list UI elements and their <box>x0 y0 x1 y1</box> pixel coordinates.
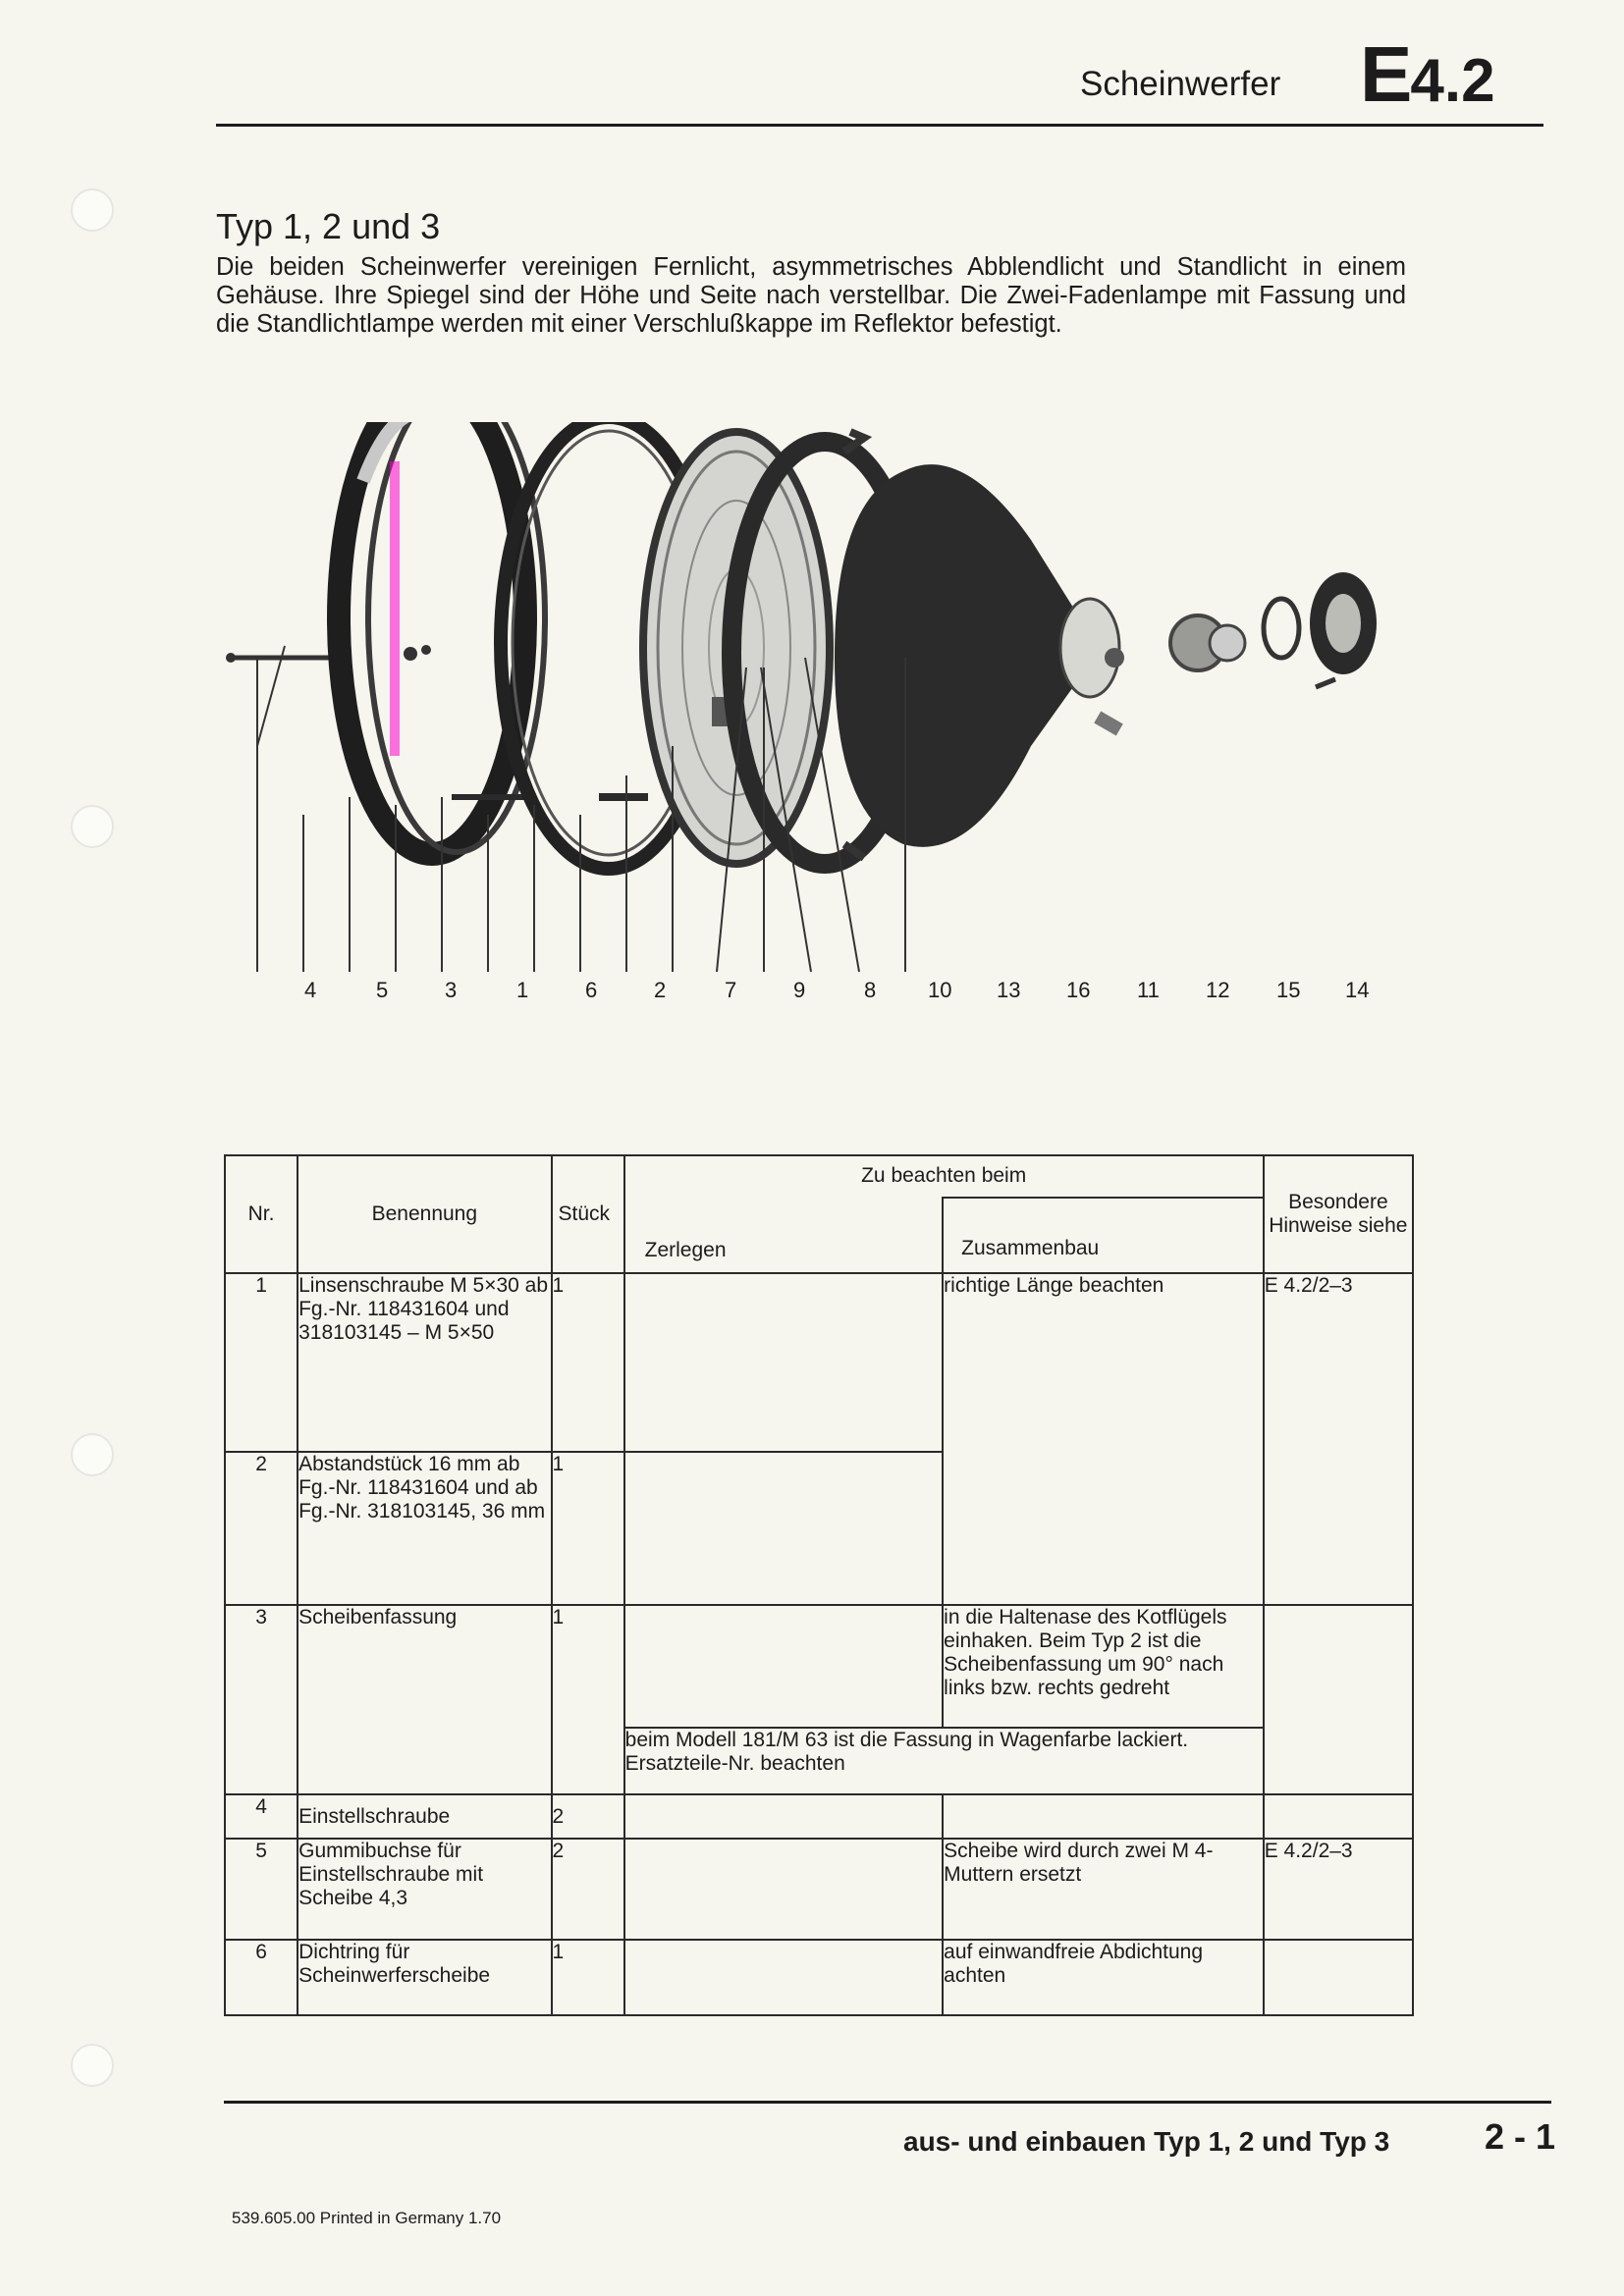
row-assembly: in die Haltenase des Kotflügels einhaken. Beim Typ 2 ist die Scheibenfassung um 90° nach links bzw. rechts gedreht <box>943 1605 1264 1727</box>
row-disassembly <box>624 1839 944 1940</box>
callout-number: 14 <box>1345 978 1370 1002</box>
reflector-10 <box>835 464 1119 847</box>
intro-paragraph: Die beiden Scheinwerfer vereinigen Fernlicht, asymmetrisches Abblendlicht und Standlicht in einem Gehäuse. Ihre Spiegel sind der Höhe und Seite nach verstellbar. Die Zwei-Fadenlampe mit Fassung und die Standlichtlampe werden mit einer Verschlußkappe im Reflektor befestigt. <box>216 253 1406 338</box>
callout-number: 9 <box>793 978 806 1002</box>
row-name: Dichtring für Scheinwerferscheibe <box>298 1940 551 2015</box>
row-nr: 2 <box>225 1452 298 1605</box>
callout-number: 7 <box>725 978 737 1002</box>
rubber-bushing-5 <box>404 645 431 661</box>
header-assembly: Zusammenbau <box>943 1198 1264 1273</box>
section-code <box>1360 29 1495 120</box>
row-assembly: auf einwandfreie Abdichtung achten <box>943 1940 1264 2015</box>
row-nr: 4 <box>225 1794 298 1839</box>
bulb-holder-12 <box>1170 615 1245 670</box>
row-disassembly <box>624 1940 944 2015</box>
header-nr: Nr. <box>225 1155 298 1273</box>
print-imprint: 539.605.00 Printed in Germany 1.70 <box>232 2209 502 2227</box>
callout-number: 4 <box>304 978 317 1002</box>
section-title: Scheinwerfer <box>1080 65 1281 103</box>
section-code-letter: E <box>1360 30 1411 118</box>
retaining-ring-15 <box>1264 599 1299 658</box>
header-name: Benennung <box>298 1155 551 1273</box>
row-notes <box>1264 1940 1413 2015</box>
table-row <box>225 1605 1413 1727</box>
exploded-headlight-diagram <box>216 422 1434 1011</box>
row-name: Abstandstück 16 mm ab Fg.-Nr. 118431604 und ab Fg.-Nr. 318103145, 36 mm <box>298 1452 551 1605</box>
row-span-note: beim Modell 181/M 63 ist die Fassung in Wagenfarbe lackiert. Ersatzteile-Nr. beachten <box>624 1728 1264 1795</box>
footer-title: aus- und einbauen Typ 1, 2 und Typ 3 <box>903 2126 1390 2157</box>
callout-number: 12 <box>1206 978 1230 1002</box>
header-qty: Stück <box>552 1155 624 1273</box>
row-qty: 2 <box>552 1794 624 1839</box>
callout-number: 5 <box>376 978 389 1002</box>
row-qty: 1 <box>552 1605 624 1794</box>
punch-hole <box>71 2044 114 2087</box>
row-assembly <box>943 1794 1264 1839</box>
row-name: Linsenschraube M 5×30 ab Fg.-Nr. 118431604 und 318103145 – M 5×50 <box>298 1273 551 1452</box>
callout-number: 2 <box>654 978 667 1002</box>
table-row <box>225 1794 1413 1839</box>
row-disassembly <box>624 1452 944 1605</box>
parts-table <box>224 1154 1414 2016</box>
punch-hole <box>71 1433 114 1476</box>
table-row <box>225 1839 1413 1940</box>
callout-number: 6 <box>585 978 598 1002</box>
section-code-number: 4.2 <box>1410 47 1495 115</box>
header-rule <box>216 124 1543 127</box>
row-nr: 6 <box>225 1940 298 2015</box>
table-row <box>225 1273 1413 1452</box>
row-notes: E 4.2/2–3 <box>1264 1273 1413 1605</box>
header-notes: Besondere Hinweise siehe <box>1264 1155 1413 1273</box>
row-assembly: richtige Länge beachten <box>943 1273 1264 1605</box>
punch-hole <box>71 805 114 848</box>
callout-number: 15 <box>1276 978 1301 1002</box>
table-header-row <box>225 1155 1413 1198</box>
callout-number: 3 <box>445 978 458 1002</box>
row-disassembly <box>624 1794 944 1839</box>
row-name: Scheibenfassung <box>298 1605 551 1794</box>
adjusting-screw-4 <box>226 653 344 663</box>
row-qty: 2 <box>552 1839 624 1940</box>
footer-rule <box>224 2101 1551 2104</box>
cap-14 <box>1310 572 1377 687</box>
callout-number: 11 <box>1137 978 1160 1002</box>
row-disassembly <box>624 1605 944 1727</box>
row-nr: 3 <box>225 1605 298 1794</box>
section-heading: Typ 1, 2 und 3 <box>216 206 441 246</box>
header-zu-beachten: Zu beachten beim <box>624 1155 1264 1198</box>
row-nr: 1 <box>225 1273 298 1452</box>
row-name: Gummibuchse für Einstellschraube mit Scheibe 4,3 <box>298 1839 551 1940</box>
callout-number: 10 <box>928 978 952 1002</box>
row-assembly: Scheibe wird durch zwei M 4-Muttern ersetzt <box>943 1839 1264 1940</box>
punch-hole <box>71 188 114 232</box>
row-notes <box>1264 1794 1413 1839</box>
row-disassembly <box>624 1273 944 1452</box>
row-qty: 1 <box>552 1273 624 1452</box>
row-qty: 1 <box>552 1452 624 1605</box>
header-disassembly: Zerlegen <box>624 1198 944 1273</box>
callout-number: 13 <box>997 978 1021 1002</box>
row-nr: 5 <box>225 1839 298 1940</box>
row-notes: E 4.2/2–3 <box>1264 1839 1413 1940</box>
table-row <box>225 1940 1413 2015</box>
callout-number: 16 <box>1066 978 1091 1002</box>
row-notes <box>1264 1605 1413 1794</box>
page-number: 2 - 1 <box>1485 2116 1556 2157</box>
callout-number-row <box>216 972 1434 1011</box>
row-name: Einstellschraube <box>298 1794 551 1839</box>
callout-number: 1 <box>516 978 529 1002</box>
row-qty: 1 <box>552 1940 624 2015</box>
callout-number: 8 <box>864 978 877 1002</box>
